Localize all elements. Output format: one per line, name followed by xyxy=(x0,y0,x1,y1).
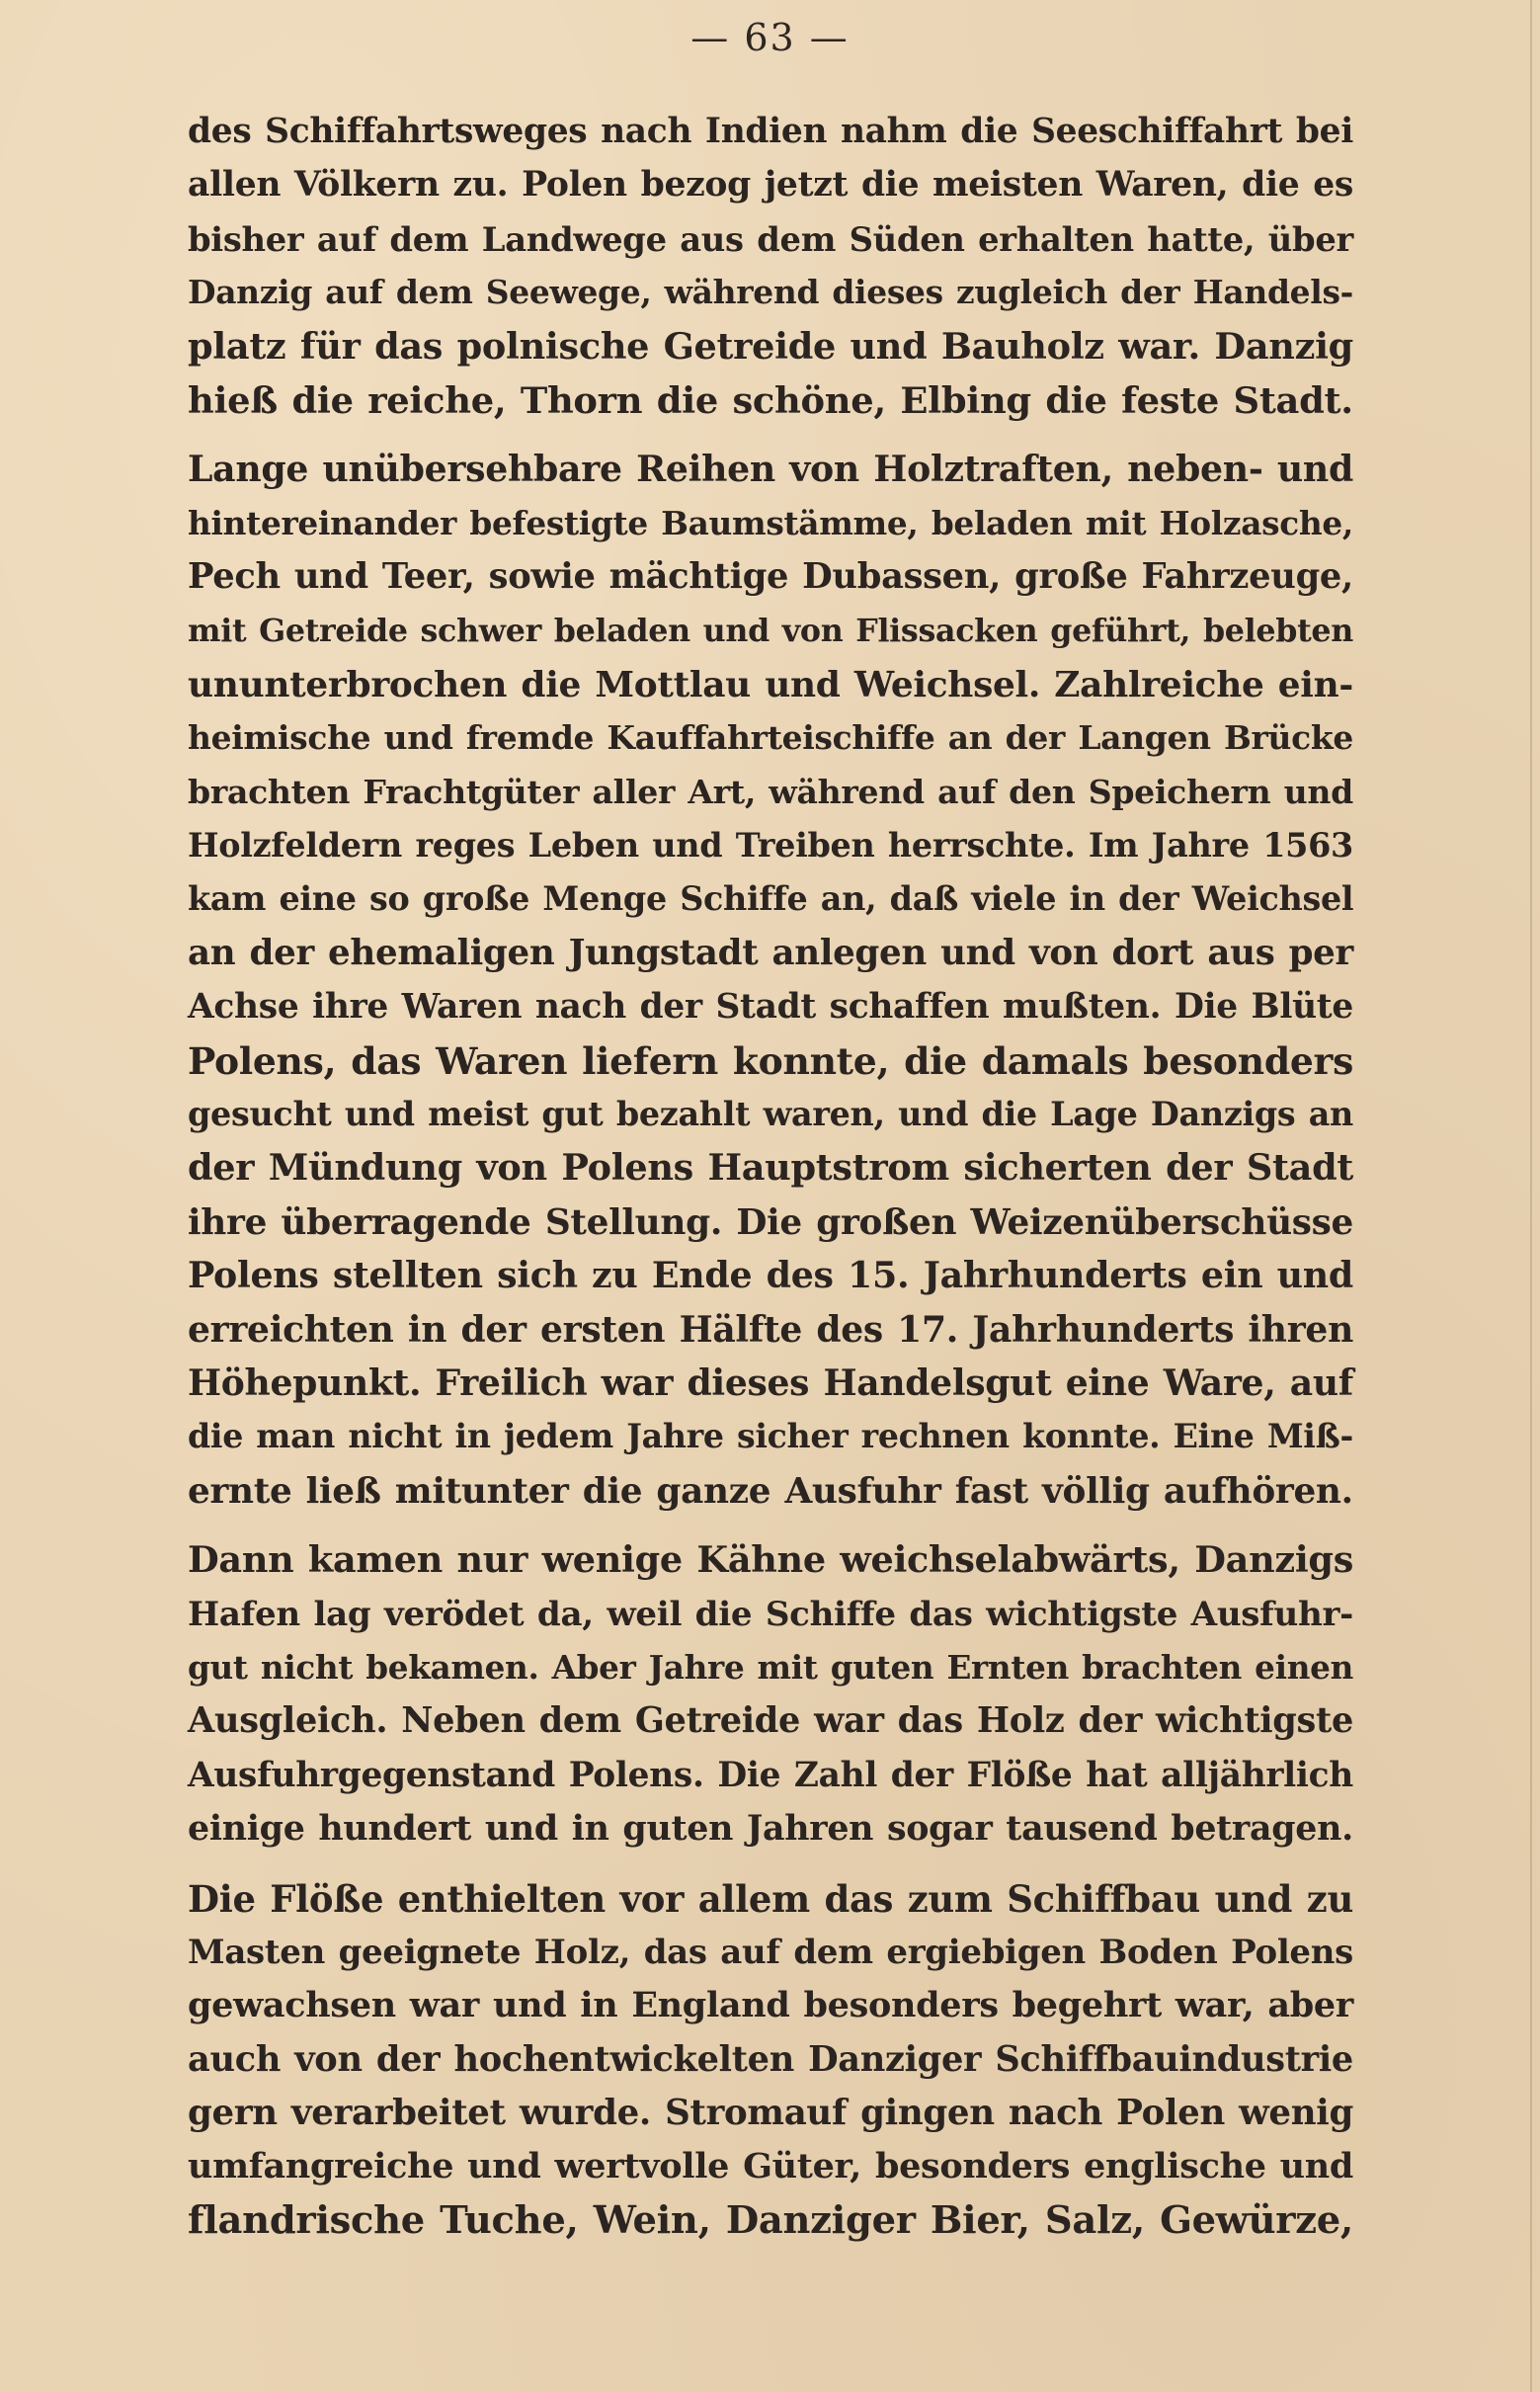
paragraph-gap xyxy=(188,1518,1353,1533)
text-line: umfangreiche und wertvolle Güter, besonders englische und xyxy=(188,2146,1353,2187)
text-line: Polens stellten sich zu Ende des 15. Jahrhunderts ein und xyxy=(188,1254,1353,1297)
text-line: der Mündung von Polens Hauptstrom sicherten der Stadt xyxy=(188,1146,1353,1190)
text-line: hintereinander befestigte Baumstämme, beladen mit Holzasche, xyxy=(188,503,1353,542)
text-line: erreichten in der ersten Hälfte des 17. Jahrhunderts ihren xyxy=(188,1307,1353,1351)
paragraph-gap xyxy=(188,427,1353,443)
text-line: ihre überragende Stellung. Die großen Weizenüberschüsse xyxy=(188,1200,1353,1243)
body-text xyxy=(188,105,1353,2248)
page-edge xyxy=(1530,0,1532,2392)
text-line: des Schiffahrtsweges nach Indien nahm die Seeschiffahrt bei xyxy=(188,112,1353,151)
text-line: einige hundert und in guten Jahren sogar tausend betragen. xyxy=(188,1808,1353,1850)
paragraph-2 xyxy=(188,443,1353,1518)
text-line: gewachsen war und in England besonders begehrt war, aber xyxy=(188,1985,1353,2026)
text-line: bisher auf dem Landwege aus dem Süden erhalten hatte, über xyxy=(188,218,1353,259)
paragraph-gap xyxy=(188,1856,1353,1872)
text-line: gesucht und meist gut bezahlt waren, und die Lage Danzigs an xyxy=(188,1095,1353,1134)
text-line: an der ehemaligen Jungstadt anlegen und von dort aus per xyxy=(188,932,1353,973)
page-number: — 63 — xyxy=(690,16,850,59)
text-line: kam eine so große Menge Schiffe an, daß viele in der Weichsel xyxy=(188,879,1354,919)
text-line: Höhepunkt. Freilich war dieses Handelsgut eine Ware, auf xyxy=(188,1361,1353,1404)
text-line: Hafen lag verödet da, weil die Schiffe das wichtigste Ausfuhr- xyxy=(188,1594,1353,1634)
text-line: Ausfuhrgegenstand Polens. Die Zahl der Flöße hat alljährlich xyxy=(188,1755,1353,1795)
text-line: flandrische Tuche, Wein, Danziger Bier, Salz, Gewürze, xyxy=(188,2197,1353,2243)
text-line: Pech und Teer, sowie mächtige Dubassen, große Fahrzeuge, xyxy=(188,556,1353,598)
text-line: die man nicht in jedem Jahre sicher rechnen konnte. Eine Miß- xyxy=(188,1417,1353,1456)
paragraph-3 xyxy=(188,1533,1353,1856)
text-line: Dann kamen nur wenige Kähne weichselabwärts, Danzigs xyxy=(188,1538,1353,1582)
text-line: ununterbrochen die Mottlau und Weichsel. Zahlreiche ein- xyxy=(188,663,1353,705)
text-line: brachten Frachtgüter aller Art, während auf den Speichern und xyxy=(188,772,1353,811)
paragraph-4 xyxy=(188,1872,1353,2249)
text-line: Holzfeldern reges Leben und Treiben herrschte. Im Jahre 1563 xyxy=(188,826,1353,866)
text-line: Masten geeignete Holz, das auf dem ergiebigen Boden Polens xyxy=(188,1932,1353,1972)
text-line: Ausgleich. Neben dem Getreide war das Holz der wichtigste xyxy=(188,1700,1353,1742)
text-line: Die Flöße enthielten vor allem das zum Schiffbau und zu xyxy=(188,1876,1353,1921)
text-line: hieß die reiche, Thorn die schöne, Elbing die feste Stadt. xyxy=(188,377,1353,422)
text-line: Polens, das Waren liefern konnte, die damals besonders xyxy=(188,1038,1353,1083)
text-line: gern verarbeitet wurde. Stromauf gingen nach Polen wenig xyxy=(188,2093,1353,2134)
text-line: heimische und fremde Kauffahrteischiffe an der Langen Brücke xyxy=(188,718,1353,758)
text-line: allen Völkern zu. Polen bezog jetzt die meisten Waren, die es xyxy=(188,165,1353,206)
text-line: Achse ihre Waren nach der Stadt schaffen mußten. Die Blüte xyxy=(188,987,1353,1028)
text-line: ernte ließ mitunter die ganze Ausfuhr fast völlig aufhören. xyxy=(188,1469,1353,1512)
text-line: gut nicht bekamen. Aber Jahre mit guten Ernten brachten einen xyxy=(188,1647,1353,1687)
paragraph-1 xyxy=(188,105,1353,427)
text-line: platz für das polnische Getreide und Bauholz war. Danzig xyxy=(188,324,1353,368)
text-line: auch von der hochentwickelten Danziger Schiffbauindustrie xyxy=(188,2038,1353,2080)
text-line: Lange unübersehbare Reihen von Holztraften, neben- und xyxy=(188,448,1353,491)
text-line: Danzig auf dem Seewege, während dieses zugleich der Handels- xyxy=(188,273,1353,312)
text-line: mit Getreide schwer beladen und von Flissacken geführt, belebten xyxy=(188,612,1353,649)
